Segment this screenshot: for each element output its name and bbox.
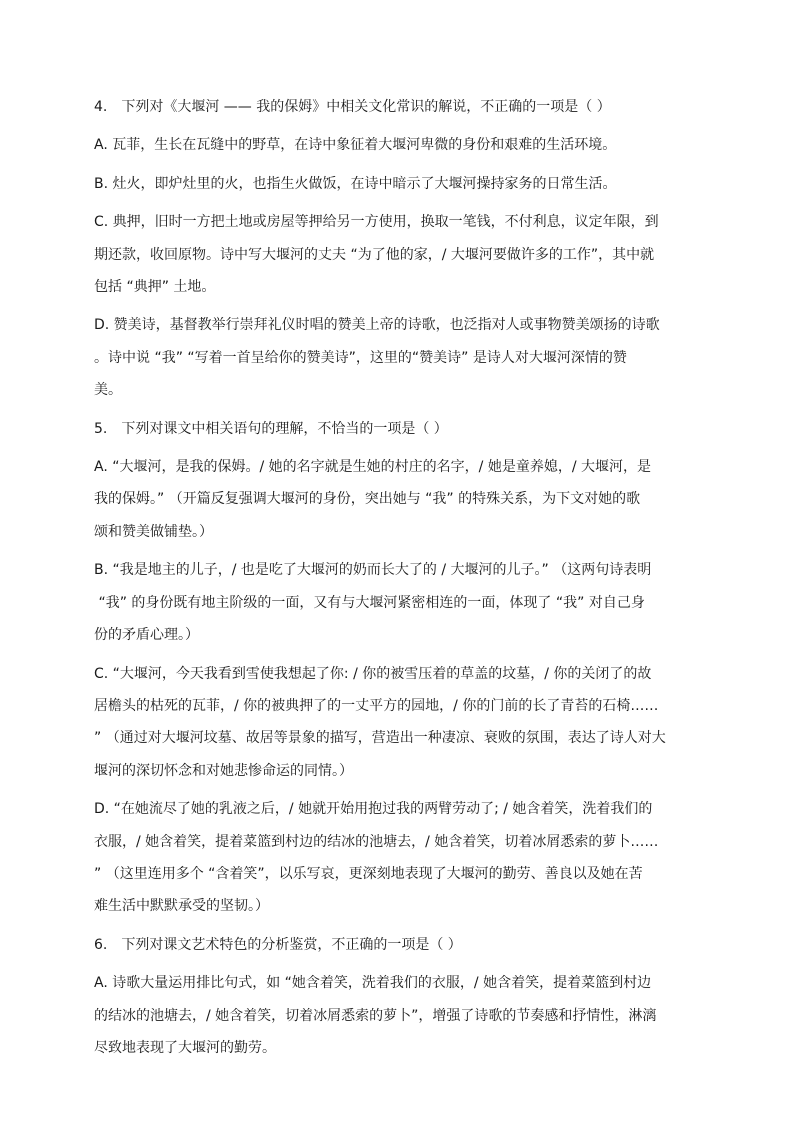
document-page [94,91,706,1070]
question-6-option-a: A. 诗歌大量运用排比句式，如 “她含着笑，洗着我们的衣服，/ 她含着笑，提着菜篮到村边 的结冰的池塘去，/ 她含着笑，切着冰屑悉索的萝卜”，增强了诗歌的节奏感和抒情性，淋漓 尽致地表现了大堰河的勤劳。 [94,975,657,1056]
question-5-option-a: A. “大堰河，是我的保姆。/ 她的名字就是生她的村庄的名字，/ 她是童养媳，/ 大堰河，是 我的保姆。” （开篇反复强调大堰河的身份，突出她与 “我” 的特殊关系，为下文对她的歌 颂和赞美做铺垫。） [94,459,651,540]
question-5-option-d: D. “在她流尽了她的乳液之后，/ 她就开始用抱过我的两臂劳动了; / 她含着笑，洗着我们的 衣服，/ 她含着笑，提着菜篮到村边的结冰的池塘去，/ 她含着笑，切着冰屑悉索的萝卜…… ” （这里连用多个 “含着笑”，以乐写哀，更深刻地表现了大堰河的勤劳、善良以及她在苦 难生活中默默承受的坚韧。） [94,801,659,915]
question-5-stem: 5. 下列对课文中相关语句的理解，不恰当的一项是（ ） [94,420,448,437]
question-4-option-d: D. 赞美诗，基督教举行崇拜礼仪时唱的赞美上帝的诗歌，也泛指对人或事物赞美颂扬的诗歌 。诗中说 “我” “写着一首呈给你的赞美诗”，这里的“赞美诗” 是诗人对大堰河深情的赞 美。 [94,317,660,399]
question-5-option-b: B. “我是地主的儿子，/ 也是吃了大堰河的奶而长大了的 / 大堰河的儿子。” （这两句诗表明 “我” 的身份既有地主阶级的一面，又有与大堰河紧密相连的一面，体现了 “我” 对自己身 份的矛盾心理。） [94,562,652,644]
question-4-stem: 4. 下列对《大堰河 —— 我的保姆》中相关文化常识的解说，不正确的一项是（ ） [94,99,611,115]
question-4-option-a: A. 瓦菲，生长在瓦缝中的野草，在诗中象征着大堰河卑微的身份和艰难的生活环境。 [94,137,617,154]
question-5-option-c: C. “大堰河，今天我看到雪使我想起了你: / 你的被雪压着的草盖的坟墓，/ 你的关闭了的故 居檐头的枯死的瓦菲，/ 你的被典押了的一丈平方的园地，/ 你的门前的长了青苔的石椅…… ” （通过对大堰河坟墓、故居等景象的描写，营造出一种凄凉、衰败的氛围，表达了诗人对大 堰河的深切怀念和对她悲惨命运的同情。） [94,665,666,779]
question-6-stem: 6. 下列对课文艺术特色的分析鉴赏，不正确的一项是（ ） [94,936,462,953]
question-4-option-b: B. 灶火，即炉灶里的火，也指生火做饭，在诗中暗示了大堰河操持家务的日常生活。 [94,175,617,192]
question-4-option-c: C. 典押，旧时一方把土地或房屋等押给另一方使用，换取一笔钱，不付利息，议定年限，到 期还款，收回原物。诗中写大堰河的丈夫 “为了他的家，/ 大堰河要做许多的工作”，其中就 包括 “典押” 土地。 [94,214,659,296]
